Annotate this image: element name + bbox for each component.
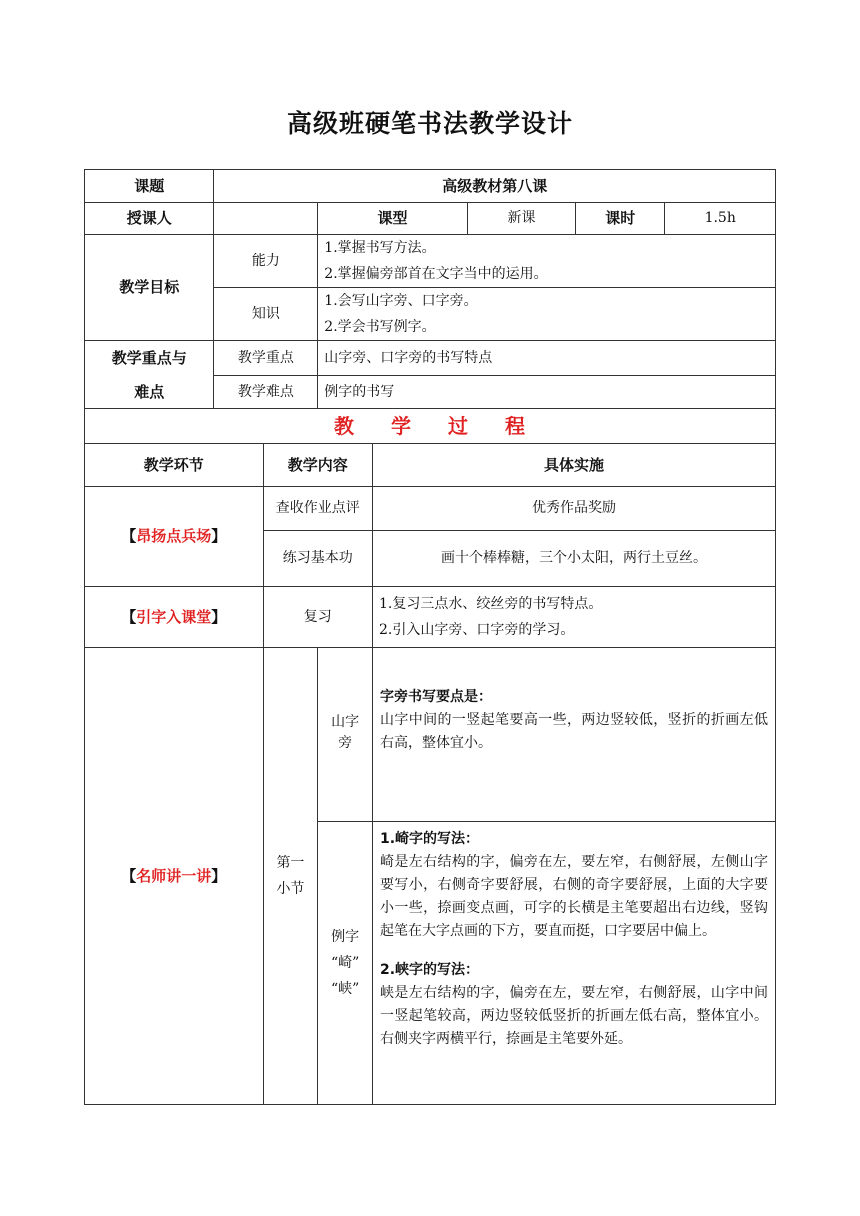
radical-text: 山字中间的一竖起笔要高一些，两边竖较低，竖折的折画左低右高，整体宜小。 — [379, 712, 768, 751]
stage-2-impl — [372, 587, 775, 648]
difficulty-label: 教学难点 — [214, 376, 318, 409]
lesson-type-value: 新课 — [467, 203, 575, 235]
stage-3-label: 【名师讲一讲】 — [85, 648, 264, 1105]
key-points-label-line: 难点 — [134, 382, 165, 401]
qi-text: 崎是左右结构的字，偏旁在左，要左窄，右侧舒展，左侧山字要写小，右侧奇字要舒展，右侧的奇字要舒展，上面的大字要小一些，捺画变点画，可字的长横是主笔要超出右边线，竖钩起笔在大字点画的下方，要直而挺，口字要居中偏上。 — [379, 854, 768, 939]
ability-item: 2.掌握偏旁部首在文字当中的运用。 — [324, 266, 548, 282]
focus-label: 教学重点 — [214, 341, 318, 376]
difficulty-value: 例字的书写 — [318, 376, 776, 409]
stage-2-label: 【引字入课堂】 — [85, 587, 264, 648]
examples-notes — [372, 822, 775, 1105]
col-content-header: 教学内容 — [263, 444, 372, 487]
knowledge-item: 2.学会书写例字。 — [324, 319, 436, 335]
examples-label — [318, 822, 373, 1105]
class-hours-label: 课时 — [576, 203, 665, 235]
knowledge-label: 知识 — [214, 288, 318, 341]
stage-1-content: 查收作业点评 — [263, 487, 372, 531]
stage-2-content: 复习 — [263, 587, 372, 648]
ability-label: 能力 — [214, 235, 318, 288]
stage-2-name: 引字入课堂 — [136, 607, 212, 626]
knowledge-items — [318, 288, 776, 341]
knowledge-item: 1.会写山字旁、口字旁。 — [324, 293, 478, 309]
stage-3-name: 名师讲一讲 — [136, 866, 212, 885]
stage-1-label: 【昂扬点兵场】 — [85, 487, 264, 587]
document-title: 高级班硬笔书法教学设计 — [286, 109, 573, 138]
examples-label-line: “崎” — [330, 955, 360, 971]
qi-heading: 1.崎字的写法： — [379, 831, 480, 847]
focus-value: 山字旁、口字旁的书写特点 — [318, 341, 776, 376]
objectives-label: 教学目标 — [85, 235, 214, 341]
teacher-label: 授课人 — [85, 203, 214, 235]
stage-2-impl-item: 1.复习三点水、绞丝旁的书写特点。 — [378, 596, 603, 612]
xia-heading: 2.峡字的写法： — [379, 962, 480, 978]
ability-item: 1.掌握书写方法。 — [324, 240, 436, 256]
radical-heading: 字旁书写要点是： — [379, 689, 492, 705]
stage-1-content: 练习基本功 — [263, 531, 372, 587]
key-points-label — [85, 341, 214, 409]
section-label-line: 小节 — [276, 881, 305, 897]
stage-1-impl: 画十个棒棒糖，三个小太阳，两行土豆丝。 — [372, 531, 775, 587]
process-char: 教 — [334, 413, 355, 438]
teacher-value — [214, 203, 318, 235]
stage-2-impl-item: 2.引入山字旁、口字旁的学习。 — [378, 622, 575, 638]
process-heading — [85, 409, 776, 444]
col-stage-header: 教学环节 — [85, 444, 264, 487]
ability-items — [318, 235, 776, 288]
process-char: 学 — [391, 413, 412, 438]
section-label-line: 第一 — [276, 855, 305, 871]
xia-text: 峡是左右结构的字，偏旁在左，要左窄，右侧舒展，山字中间一竖起笔较高，两边竖较低竖折的折画左低右高，整体宜小。右侧夹字两横平行，捺画是主笔要外延。 — [379, 985, 768, 1047]
lesson-type-label: 课型 — [318, 203, 468, 235]
topic-label: 课题 — [85, 170, 214, 203]
examples-label-line: “峡” — [330, 981, 360, 997]
section-label — [263, 648, 318, 1105]
radical-notes — [372, 648, 775, 822]
class-hours-value: 1.5h — [665, 203, 776, 235]
process-char: 程 — [505, 413, 526, 438]
stage-1-name: 昂扬点兵场 — [136, 527, 212, 545]
col-impl-header: 具体实施 — [372, 444, 775, 487]
examples-label-line: 例字 — [331, 929, 360, 945]
topic-value: 高级教材第八课 — [214, 170, 776, 203]
key-points-label-line: 教学重点与 — [111, 348, 187, 367]
lesson-plan-table — [84, 169, 776, 1105]
radical-label: 山字旁 — [318, 648, 373, 822]
process-char: 过 — [448, 413, 469, 438]
stage-1-impl: 优秀作品奖励 — [372, 487, 775, 531]
